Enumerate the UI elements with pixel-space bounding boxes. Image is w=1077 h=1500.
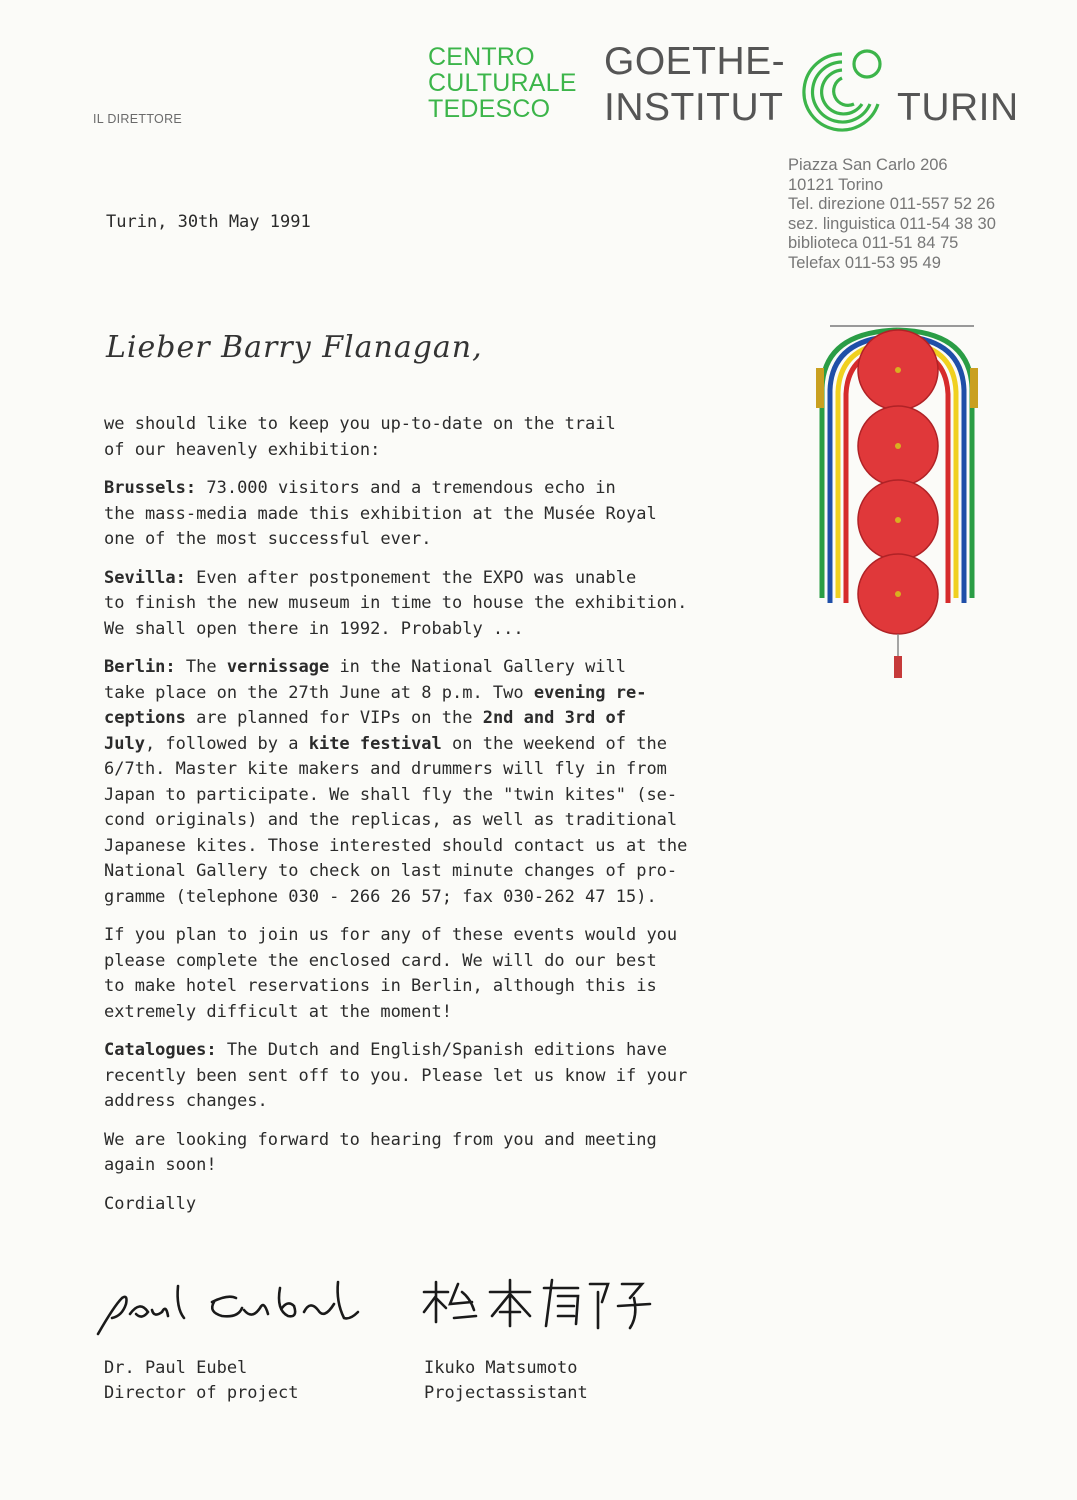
brussels-label: Brussels: <box>104 478 197 498</box>
address-line: Tel. direzione 011-557 52 26 <box>788 195 996 213</box>
join-paragraph: If you plan to join us for any of these events would you please complete the enclosed card. We will do our best to make hotel reservations in Berlin, although this is extremely difficult at the moment! <box>104 925 678 1022</box>
signatory-name: Ikuko Matsumoto <box>424 1358 578 1378</box>
berlin-label: Berlin: <box>104 657 176 677</box>
institute-address <box>788 156 996 273</box>
institut-line: INSTITUT <box>604 86 784 129</box>
sevilla-text: Even after postponement the EXPO was unable to finish the new museum in time to house the exhibition. We shall open there in 1992. Probably ... <box>104 567 688 639</box>
goethe-line1: GOETHE- <box>604 40 786 83</box>
paul-eubel-signature-icon <box>92 1278 362 1348</box>
letter-date: Turin, 30th May 1991 <box>106 212 311 232</box>
berlin-text: on the weekend of the 6/7th. Master kite makers and drummers will fly in from Japan to participate. We shall fly the "twin kites" (se- cond originals) and the replicas, as well as traditional Japanese kites. Those interested should contact us at the National Gallery to check on last minute changes of pro- gramme (telephone 030 - 266 26 57; fax 030-262 47 15). <box>104 733 688 907</box>
berlin-paragraph <box>104 655 744 910</box>
sign-off: Cordially <box>104 1193 197 1214</box>
address-line: sez. linguistica 011-54 38 30 <box>788 214 996 233</box>
letter-body <box>104 412 744 1230</box>
address-line: 10121 Torino <box>788 175 884 194</box>
centro-line: TEDESCO <box>428 95 551 123</box>
berlin-bold: 2nd and 3rd of July <box>104 708 626 754</box>
closing-paragraph: We are looking forward to hearing from you and meeting again soon! <box>104 1129 657 1175</box>
turin-word: TURIN <box>897 86 1019 129</box>
address-line: biblioteca 011-51 84 75 <box>788 234 959 252</box>
berlin-text: are planned for VIPs on the <box>185 708 483 728</box>
centro-culturale-tedesco <box>428 44 577 122</box>
address-line: Telefax 011-53 95 49 <box>788 253 941 272</box>
catalogues-paragraph <box>104 1038 744 1115</box>
signatory-role: Projectassistant <box>424 1383 588 1403</box>
berlin-bold: kite festival <box>308 733 442 754</box>
intro-paragraph: we should like to keep you up-to-date on the trail of our heavenly exhibition: <box>104 414 616 460</box>
centro-line: CENTRO <box>428 43 535 71</box>
signatory-role: Director of project <box>104 1383 299 1403</box>
berlin-text: The <box>175 657 227 677</box>
berlin-text: in the National Gallery will take place on the 27th June at 8 p.m. Two <box>104 657 627 703</box>
salutation: Lieber Barry Flanagan, <box>106 330 483 365</box>
berlin-bold: vernissage <box>226 657 330 677</box>
sevilla-label: Sevilla: <box>104 567 186 588</box>
kite-illustration-icon <box>812 318 982 688</box>
berlin-text: , followed by a <box>144 733 309 754</box>
goethe-spiral-logo-icon <box>782 42 892 138</box>
director-label: IL DIRETTORE <box>93 112 183 126</box>
matsumoto-hanko-signature-icon <box>418 1276 658 1336</box>
catalogues-text: The Dutch and English/Spanish editions have recently been sent off to you. Please let us know if your address changes. <box>104 1040 688 1111</box>
signatory-paul-eubel <box>104 1356 298 1406</box>
address-line: Piazza San Carlo 206 <box>788 156 948 174</box>
brussels-paragraph <box>104 476 744 553</box>
signatory-name: Dr. Paul Eubel <box>104 1358 248 1378</box>
brussels-text: 73.000 visitors and a tremendous echo in the mass-media made this exhibition at the Musée Royal one of the most successful ever. <box>104 478 657 549</box>
signatory-ikuko-matsumoto <box>424 1356 588 1406</box>
catalogues-label: Catalogues: <box>104 1040 217 1060</box>
centro-line: CULTURALE <box>428 69 577 97</box>
sevilla-paragraph <box>104 566 744 643</box>
berlin-bold: evening re- ceptions <box>104 682 647 728</box>
